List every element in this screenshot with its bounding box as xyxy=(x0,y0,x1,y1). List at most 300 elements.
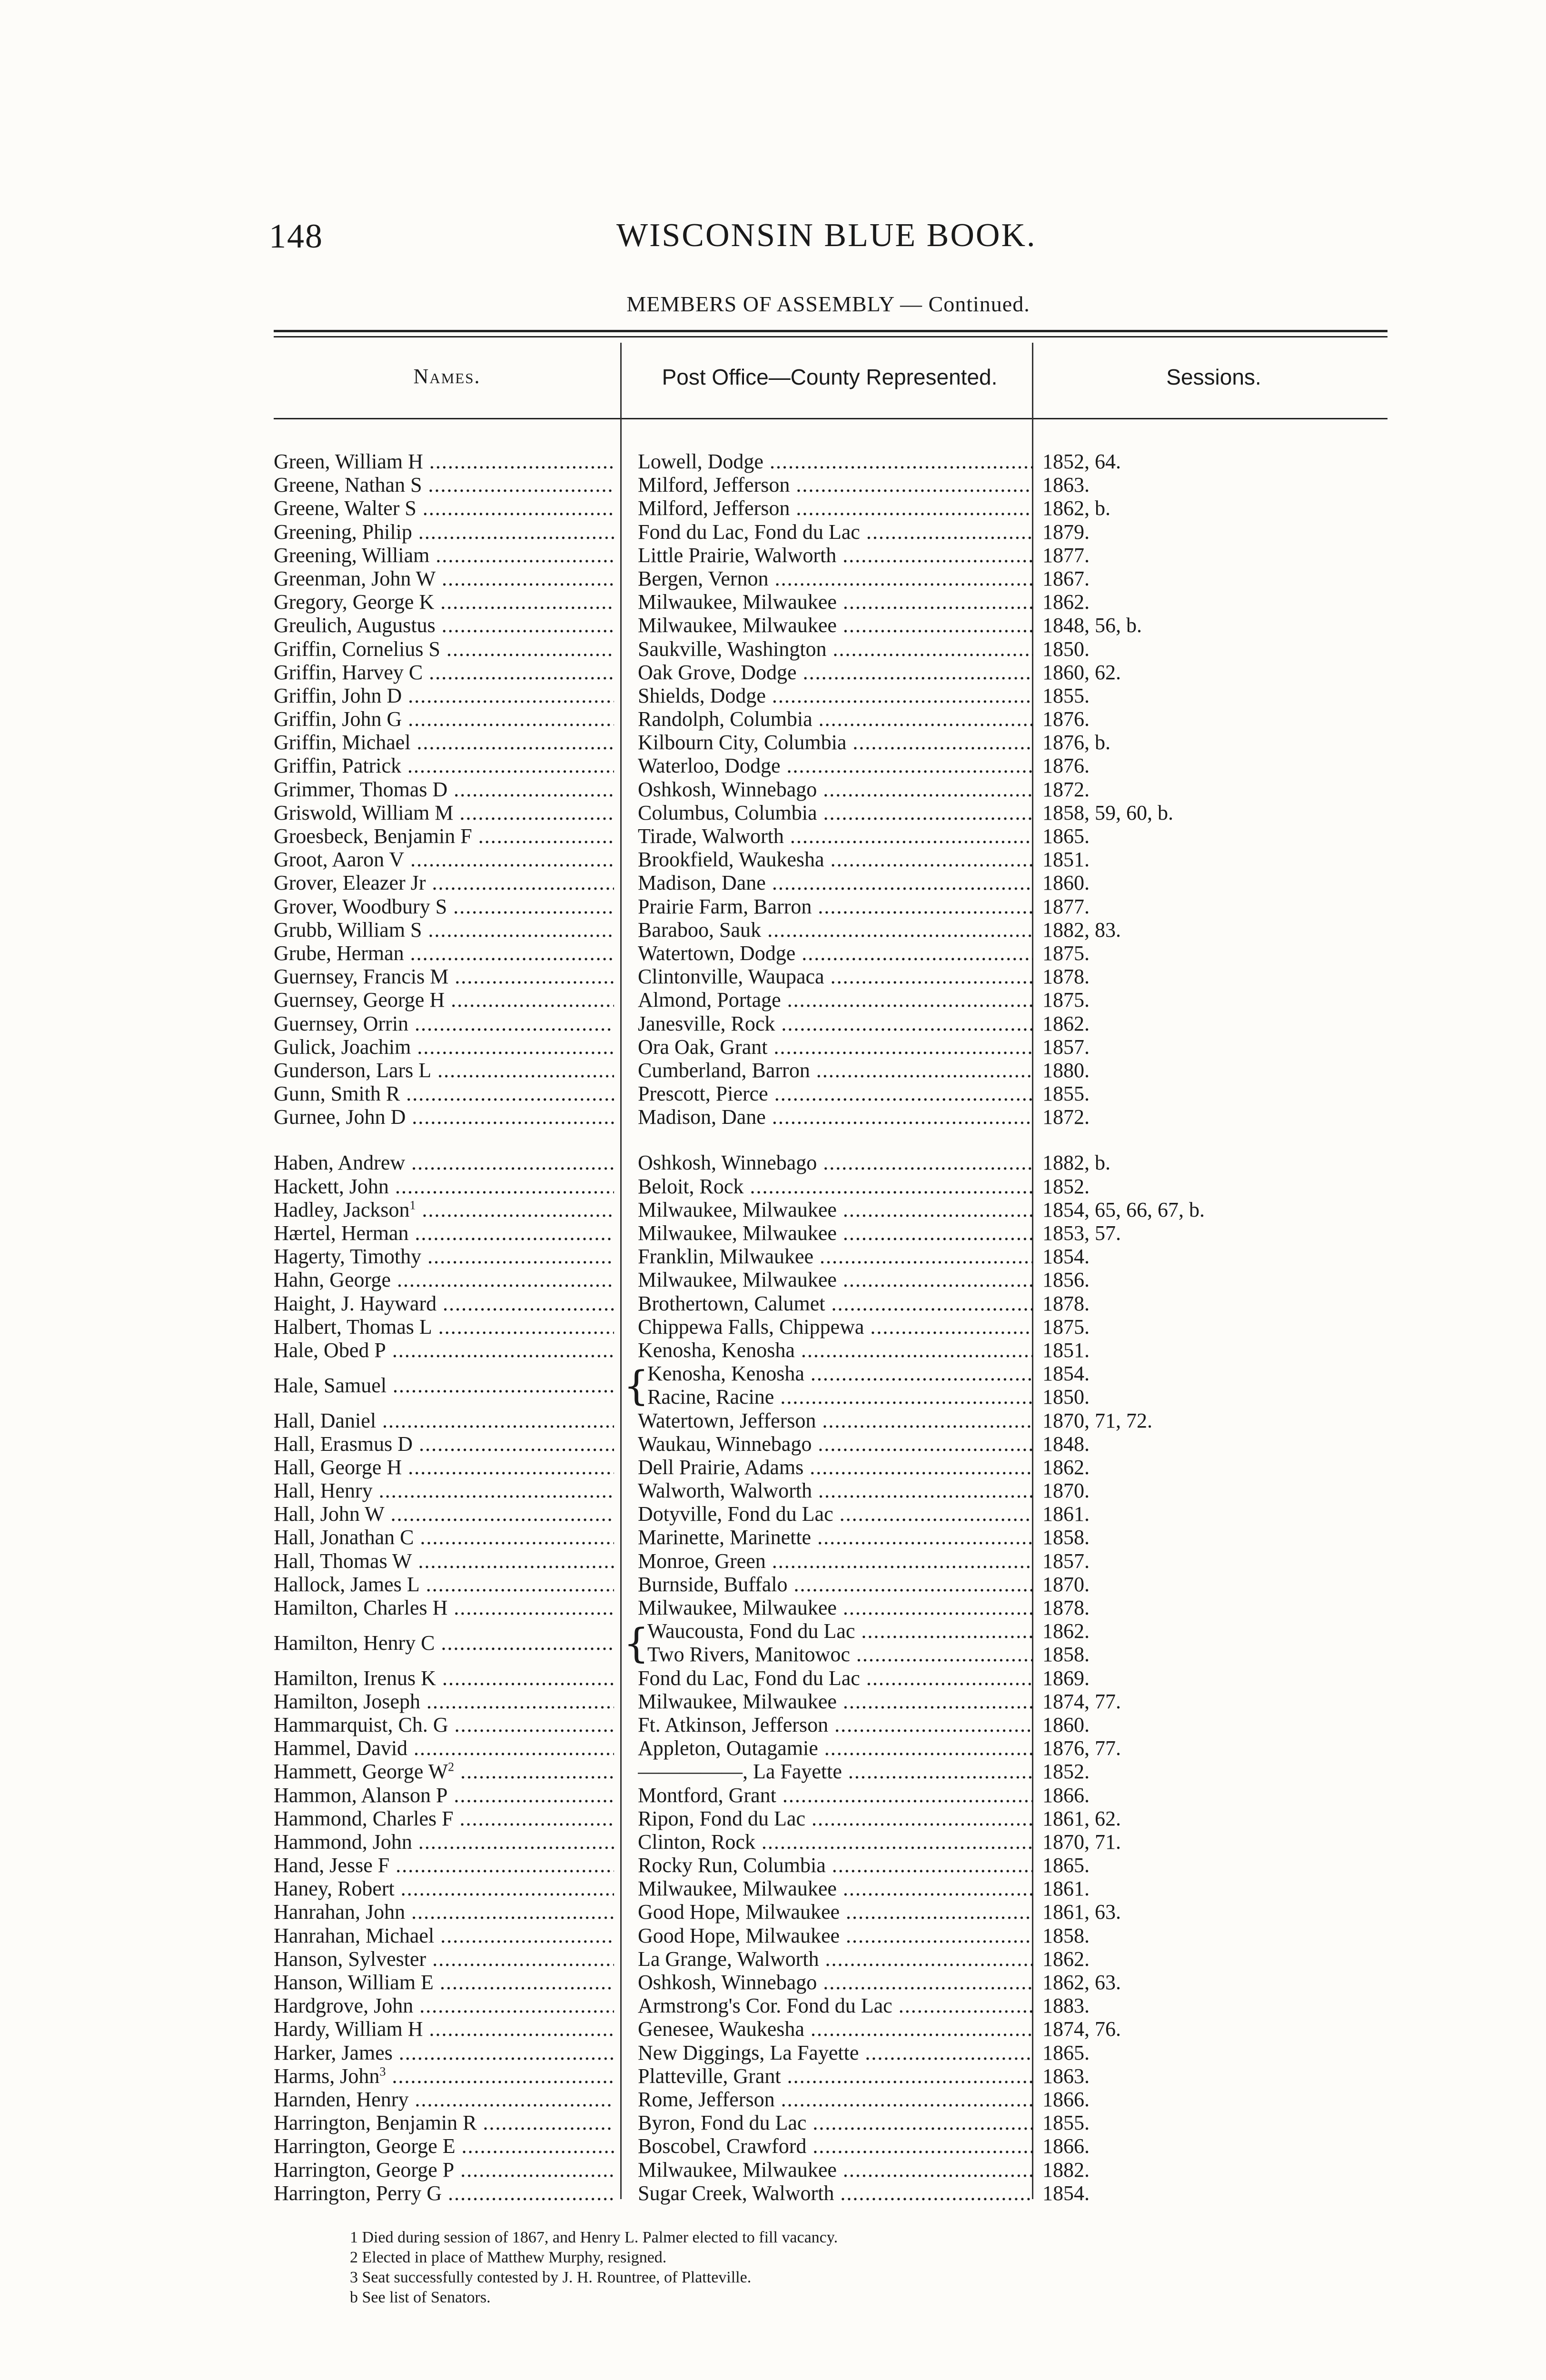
brace-icon: { xyxy=(624,1362,649,1409)
member-name-text: Hand, Jesse F xyxy=(274,1854,390,1877)
member-name xyxy=(274,731,614,754)
table-row xyxy=(274,1409,1387,1432)
sessions: 1875. xyxy=(1042,1315,1090,1339)
members-table xyxy=(274,450,1387,2205)
table-row xyxy=(274,1736,1387,1760)
table-row xyxy=(274,567,1387,590)
member-name-text: Grover, Eleazer Jr xyxy=(274,871,426,895)
member-name-text: Hammond, John xyxy=(274,1830,412,1854)
page-number: 148 xyxy=(269,217,323,255)
sessions: 1866. xyxy=(1042,2087,1090,2111)
post-office-county xyxy=(638,1479,1033,1502)
column-header-post-office: Post Office—County Represented. xyxy=(662,365,998,389)
member-name-text: Hadley, Jackson xyxy=(274,1198,410,1221)
member-name-text: Hall, Daniel xyxy=(274,1408,377,1432)
post-office-text: Baraboo, Sauk xyxy=(638,918,762,942)
member-name-text: Griffin, Patrick xyxy=(274,754,402,778)
sessions: 1876, 77. xyxy=(1042,1736,1121,1760)
sessions: 1855. xyxy=(1042,1082,1090,1106)
post-office-county xyxy=(638,520,1033,544)
member-name-text: Griffin, Harvey C xyxy=(274,660,423,684)
post-office-county xyxy=(638,824,1033,848)
member-name xyxy=(274,824,614,848)
member-name xyxy=(274,1175,614,1198)
member-name xyxy=(274,1374,614,1397)
table-row xyxy=(274,1690,1387,1713)
table-row xyxy=(274,473,1387,496)
member-name-text: Griswold, William M xyxy=(274,801,454,824)
sessions: 1863. xyxy=(1042,2064,1090,2088)
post-office-county xyxy=(638,567,1033,590)
member-name-text: Harms, John xyxy=(274,2064,380,2088)
member-name xyxy=(274,2158,614,2182)
post-office-county xyxy=(638,2017,1033,2041)
post-office-text: Kenosha, Kenosha xyxy=(647,1362,804,1386)
double-rule-bottom xyxy=(274,336,1387,337)
sessions: 1851. xyxy=(1042,848,1090,872)
footnote: 2 Elected in place of Matthew Murphy, resigned. xyxy=(350,2249,667,2266)
member-name xyxy=(274,1854,614,1877)
member-name-text: Harrington, George P xyxy=(274,2158,455,2182)
post-office-county xyxy=(638,661,1033,684)
post-office-text: Boscobel, Crawford xyxy=(638,2134,807,2158)
post-office-text: Brothertown, Calumet xyxy=(638,1291,825,1315)
post-office-county xyxy=(638,2041,1033,2064)
post-office-text: Franklin, Milwaukee xyxy=(638,1245,814,1269)
member-name-text: Hamilton, Charles H xyxy=(274,1596,448,1620)
member-name-text: Hardgrove, John xyxy=(274,1994,414,2018)
table-row-multi xyxy=(274,1619,1387,1666)
sessions: 1852, 64. xyxy=(1042,450,1121,473)
post-office-county xyxy=(638,1502,1033,1526)
post-office-text: Prescott, Pierce xyxy=(638,1082,768,1106)
post-office-county xyxy=(638,1854,1033,1877)
member-name xyxy=(274,637,614,661)
post-office-county xyxy=(647,1362,1033,1385)
member-name xyxy=(274,707,614,731)
sessions: 1855. xyxy=(1042,684,1090,707)
member-name-text: Grubb, William S xyxy=(274,918,422,942)
post-office-county xyxy=(638,707,1033,731)
table-row xyxy=(274,988,1387,1012)
post-office-text: Madison, Dane xyxy=(638,871,766,895)
post-office-county xyxy=(638,1596,1033,1619)
post-office-county xyxy=(638,544,1033,567)
sessions: 1861, 63. xyxy=(1042,1900,1121,1924)
member-name xyxy=(274,1690,614,1713)
post-office-text: Brookfield, Waukesha xyxy=(638,848,824,872)
member-name-text: Greening, Philip xyxy=(274,520,412,544)
post-office-county xyxy=(638,1573,1033,1596)
sessions: 1850. xyxy=(1042,1385,1090,1409)
member-name xyxy=(274,1198,614,1221)
sessions: 1852. xyxy=(1042,1760,1090,1784)
sessions: 1862. xyxy=(1042,1012,1090,1035)
sessions: 1880. xyxy=(1042,1058,1090,1082)
member-name xyxy=(274,1900,614,1924)
post-office-text: Dell Prairie, Adams xyxy=(638,1455,804,1479)
table-row xyxy=(274,1012,1387,1035)
post-office-county xyxy=(638,1105,1033,1129)
member-name-text: Griffin, John D xyxy=(274,684,402,707)
member-name-text: Gunn, Smith R xyxy=(274,1082,400,1106)
post-office-county xyxy=(638,2134,1033,2158)
table-row xyxy=(274,1082,1387,1105)
member-name xyxy=(274,1059,614,1082)
footnote-marker: 1 xyxy=(409,1198,416,1212)
sessions: 1848. xyxy=(1042,1432,1090,1456)
post-office-text: Ripon, Fond du Lac xyxy=(638,1806,805,1830)
post-office-text: Bergen, Vernon xyxy=(638,566,769,590)
post-office-county xyxy=(638,1292,1033,1315)
member-name xyxy=(274,1105,614,1129)
member-name-text: Hagerty, Timothy xyxy=(274,1245,422,1269)
post-office-text: Waukau, Winnebago xyxy=(638,1432,812,1456)
sessions: 1882, b. xyxy=(1042,1151,1110,1175)
member-name xyxy=(274,2134,614,2158)
post-office-county xyxy=(638,496,1033,520)
table-row xyxy=(274,965,1387,988)
post-office-county xyxy=(638,1971,1033,1994)
sessions: 1876. xyxy=(1042,707,1090,731)
sessions: 1870. xyxy=(1042,1479,1090,1503)
sessions: 1857. xyxy=(1042,1035,1090,1059)
table-row xyxy=(274,637,1387,661)
member-name xyxy=(274,2064,614,2088)
post-office-text: Madison, Dane xyxy=(638,1105,766,1129)
post-office-county xyxy=(647,1643,1033,1666)
footnote: b See list of Senators. xyxy=(350,2289,491,2306)
member-name-text: Griffin, Michael xyxy=(274,731,411,754)
brace-icon: { xyxy=(624,1620,649,1667)
sessions: 1857. xyxy=(1042,1549,1090,1573)
member-name xyxy=(274,2111,614,2134)
post-office-text: Milwaukee, Milwaukee xyxy=(638,2158,837,2182)
post-office-county xyxy=(638,848,1033,871)
member-name xyxy=(274,1479,614,1502)
member-name xyxy=(274,1409,614,1432)
table-row xyxy=(274,1292,1387,1315)
member-name xyxy=(274,1924,614,1947)
table-row xyxy=(274,2158,1387,2182)
table-row xyxy=(274,1221,1387,1245)
post-office-county xyxy=(638,754,1033,777)
post-office-county xyxy=(638,2064,1033,2088)
post-office-county xyxy=(638,942,1033,965)
table-row xyxy=(274,895,1387,918)
sessions: 1848, 56, b. xyxy=(1042,614,1142,637)
member-name-text: Hackett, John xyxy=(274,1174,389,1198)
post-office-text: Clintonville, Waupaca xyxy=(638,965,824,989)
post-office-county xyxy=(638,1268,1033,1291)
table-row xyxy=(274,2182,1387,2205)
sessions: 1874, 76. xyxy=(1042,2017,1121,2041)
post-office-county xyxy=(638,1900,1033,1924)
member-name-text: Hardy, William H xyxy=(274,2017,423,2041)
sessions: 1862. xyxy=(1042,1947,1090,1971)
sessions: 1870, 71, 72. xyxy=(1042,1408,1152,1432)
member-name xyxy=(274,1713,614,1736)
post-office-text: Milwaukee, Milwaukee xyxy=(638,1689,837,1713)
member-name-text: Greene, Walter S xyxy=(274,496,416,520)
table-row xyxy=(274,520,1387,544)
member-name xyxy=(274,684,614,707)
post-office-county xyxy=(638,1035,1033,1059)
column-header-names: Names. xyxy=(413,365,481,388)
post-office-text: Milwaukee, Milwaukee xyxy=(638,1221,837,1245)
member-name xyxy=(274,1830,614,1854)
post-office-text: Two Rivers, Manitowoc xyxy=(647,1643,850,1666)
member-name-text: Griffin, John G xyxy=(274,707,402,731)
member-name-text: Hammond, Charles F xyxy=(274,1806,454,1830)
post-office-text: Genesee, Waukesha xyxy=(638,2017,804,2041)
member-name xyxy=(274,520,614,544)
sessions: 1883. xyxy=(1042,1994,1090,2018)
sessions: 1852. xyxy=(1042,1174,1090,1198)
post-office-county xyxy=(638,1245,1033,1268)
member-name xyxy=(274,1082,614,1105)
post-office-text: Kilbourn City, Columbia xyxy=(638,731,847,754)
member-name-text: Guernsey, Orrin xyxy=(274,1012,409,1035)
post-office-text: Saukville, Washington xyxy=(638,637,827,661)
member-name xyxy=(274,1666,614,1690)
post-office-text: Beloit, Rock xyxy=(638,1174,744,1198)
post-office-text: Milwaukee, Milwaukee xyxy=(638,1198,837,1221)
table-row xyxy=(274,1198,1387,1221)
table-row xyxy=(274,731,1387,754)
member-name-text: Hanrahan, Michael xyxy=(274,1924,435,1947)
table-row xyxy=(274,544,1387,567)
post-office-text: New Diggings, La Fayette xyxy=(638,2041,859,2064)
post-office-county xyxy=(638,1012,1033,1035)
member-name xyxy=(274,590,614,614)
sessions: 1882, 83. xyxy=(1042,918,1121,942)
sessions: 1878. xyxy=(1042,965,1090,989)
member-name-text: Hammon, Alanson P xyxy=(274,1783,448,1807)
post-office-text: Good Hope, Milwaukee xyxy=(638,1924,840,1947)
member-name xyxy=(274,1035,614,1059)
member-name-text: Hammel, David xyxy=(274,1736,408,1760)
column-header-sessions: Sessions. xyxy=(1166,365,1261,389)
post-office-county xyxy=(638,1549,1033,1573)
post-office-text: Cumberland, Barron xyxy=(638,1058,810,1082)
post-office-text: Chippewa Falls, Chippewa xyxy=(638,1315,864,1339)
table-row xyxy=(274,590,1387,614)
post-office-county xyxy=(638,1830,1033,1854)
table-row-multi xyxy=(274,1362,1387,1408)
post-office-text: Watertown, Jefferson xyxy=(638,1408,816,1432)
table-row xyxy=(274,1807,1387,1830)
sessions: 1854. xyxy=(1042,2181,1090,2205)
post-office-text: Milford, Jefferson xyxy=(638,473,790,497)
post-office-county xyxy=(638,473,1033,496)
member-name-text: Guernsey, George H xyxy=(274,988,445,1012)
member-name xyxy=(274,1736,614,1760)
member-name xyxy=(274,1760,614,1783)
table-row xyxy=(274,1479,1387,1502)
member-name xyxy=(274,1315,614,1339)
member-name xyxy=(274,1502,614,1526)
post-office-county xyxy=(638,1760,1033,1783)
sessions: 1858. xyxy=(1042,1924,1090,1947)
post-office-county xyxy=(638,1736,1033,1760)
member-name-text: Hanson, William E xyxy=(274,1971,434,1994)
post-office-county xyxy=(638,1526,1033,1549)
member-name-text: Hallock, James L xyxy=(274,1572,420,1596)
table-row xyxy=(274,918,1387,942)
member-name xyxy=(274,1151,614,1174)
post-office-text: Waucousta, Fond du Lac xyxy=(647,1619,855,1643)
member-name xyxy=(274,2017,614,2041)
post-office-county xyxy=(638,1713,1033,1736)
member-name-text: Haight, J. Hayward xyxy=(274,1291,437,1315)
member-name xyxy=(274,1268,614,1291)
post-office-county xyxy=(638,1432,1033,1456)
sessions: 1872. xyxy=(1042,777,1090,801)
post-office-text: Janesville, Rock xyxy=(638,1012,775,1035)
member-name-text: Green, William H xyxy=(274,450,423,473)
post-office-text: Marinette, Marinette xyxy=(638,1526,812,1549)
table-row xyxy=(274,1549,1387,1573)
double-rule-top xyxy=(274,330,1387,332)
member-name xyxy=(274,1784,614,1807)
sessions: 1869. xyxy=(1042,1666,1090,1690)
post-office-text: Platteville, Grant xyxy=(638,2064,781,2088)
footnote-marker: 2 xyxy=(448,1760,455,1774)
sessions: 1861, 62. xyxy=(1042,1806,1121,1830)
member-name-text: Grover, Woodbury S xyxy=(274,894,447,918)
member-name xyxy=(274,1596,614,1619)
member-name xyxy=(274,1631,614,1655)
sessions: 1862. xyxy=(1042,1619,1090,1643)
member-name xyxy=(274,1877,614,1900)
post-office-text: Appleton, Outagamie xyxy=(638,1736,818,1760)
sessions: 1875. xyxy=(1042,941,1090,965)
table-row xyxy=(274,1268,1387,1291)
post-office-text: Racine, Racine xyxy=(647,1385,774,1409)
member-name-text: Hahn, George xyxy=(274,1268,391,1292)
post-office-text: Byron, Fond du Lac xyxy=(638,2111,807,2135)
table-row xyxy=(274,1596,1387,1619)
sessions: 1876, b. xyxy=(1042,731,1110,754)
post-office-text: Kenosha, Kenosha xyxy=(638,1338,795,1362)
post-office-county xyxy=(638,1082,1033,1105)
post-office-county xyxy=(638,1666,1033,1690)
member-name xyxy=(274,1947,614,1971)
post-office-text: Oshkosh, Winnebago xyxy=(638,1151,817,1175)
footnote: 3 Seat successfully contested by J. H. Rountree, of Platteville. xyxy=(350,2269,752,2286)
post-office-county xyxy=(638,1877,1033,1900)
member-name-text: Griffin, Cornelius S xyxy=(274,637,440,661)
member-name xyxy=(274,450,614,473)
member-name xyxy=(274,871,614,894)
member-name xyxy=(274,1549,614,1573)
table-row xyxy=(274,778,1387,801)
post-office-county xyxy=(638,2158,1033,2182)
member-name xyxy=(274,567,614,590)
sessions: 1858. xyxy=(1042,1526,1090,1549)
table-row xyxy=(274,450,1387,473)
sessions: 1861. xyxy=(1042,1502,1090,1526)
post-office-county xyxy=(638,731,1033,754)
sessions: 1863. xyxy=(1042,473,1090,497)
sessions: 1853, 57. xyxy=(1042,1221,1121,1245)
post-office-text: Milwaukee, Milwaukee xyxy=(638,1596,837,1620)
post-office-text: Milford, Jefferson xyxy=(638,496,790,520)
post-office-county xyxy=(638,590,1033,614)
post-office-text: Fond du Lac, Fond du Lac xyxy=(638,520,860,544)
post-office-text: Burnside, Buffalo xyxy=(638,1572,788,1596)
table-row xyxy=(274,1854,1387,1877)
post-office-county xyxy=(638,1151,1033,1174)
post-office-county xyxy=(638,871,1033,894)
post-office-county xyxy=(638,1994,1033,2017)
table-row xyxy=(274,1924,1387,1947)
member-name-text: Hall, Henry xyxy=(274,1479,373,1503)
table-row xyxy=(274,1971,1387,1994)
member-name xyxy=(274,661,614,684)
header-rule xyxy=(274,418,1387,419)
sessions: 1870, 71. xyxy=(1042,1830,1121,1854)
post-office-county xyxy=(638,988,1033,1012)
post-office-text: Tirade, Walworth xyxy=(638,824,784,848)
post-office-text: La Grange, Walworth xyxy=(638,1947,819,1971)
footnote: 1 Died during session of 1867, and Henry L. Palmer elected to fill vacancy. xyxy=(350,2229,838,2246)
sessions: 1872. xyxy=(1042,1105,1090,1129)
member-name xyxy=(274,848,614,871)
sessions: 1867. xyxy=(1042,566,1090,590)
post-office-county xyxy=(638,1690,1033,1713)
member-name xyxy=(274,1526,614,1549)
member-name-text: Hall, Thomas W xyxy=(274,1549,412,1573)
sessions: 1860, 62. xyxy=(1042,660,1121,684)
table-row xyxy=(274,1035,1387,1059)
sessions: 1870. xyxy=(1042,1572,1090,1596)
sessions: 1854, 65, 66, 67, b. xyxy=(1042,1198,1205,1221)
post-office-county xyxy=(638,1807,1033,1830)
post-office-text: Randolph, Columbia xyxy=(638,707,813,731)
post-office-text: Shields, Dodge xyxy=(638,684,766,707)
post-office-county xyxy=(638,1175,1033,1198)
member-name-text: Harrington, George E xyxy=(274,2134,456,2158)
table-row xyxy=(274,871,1387,894)
member-name-text: Hammett, George W xyxy=(274,1760,448,1784)
post-office-text: Little Prairie, Walworth xyxy=(638,543,837,567)
post-office-county xyxy=(638,2182,1033,2205)
member-name-text: Gurnee, John D xyxy=(274,1105,406,1129)
table-row xyxy=(274,2134,1387,2158)
table-row xyxy=(274,496,1387,520)
member-name xyxy=(274,1339,614,1362)
member-name xyxy=(274,801,614,824)
post-office-text: Milwaukee, Milwaukee xyxy=(638,1268,837,1292)
post-office-county xyxy=(638,1221,1033,1245)
table-row xyxy=(274,1151,1387,1174)
member-name xyxy=(274,1432,614,1456)
member-name-text: Hall, George H xyxy=(274,1455,402,1479)
post-office-text: Walworth, Walworth xyxy=(638,1479,813,1503)
member-name-text: Greening, William xyxy=(274,543,430,567)
post-office-county xyxy=(638,1409,1033,1432)
sessions: 1878. xyxy=(1042,1596,1090,1620)
table-row xyxy=(274,1666,1387,1690)
sessions: 1862, 63. xyxy=(1042,1971,1121,1994)
post-office-county xyxy=(638,778,1033,801)
member-name xyxy=(274,1994,614,2017)
table-row xyxy=(274,1105,1387,1129)
footnotes xyxy=(350,2228,838,2308)
table-row xyxy=(274,1830,1387,1854)
